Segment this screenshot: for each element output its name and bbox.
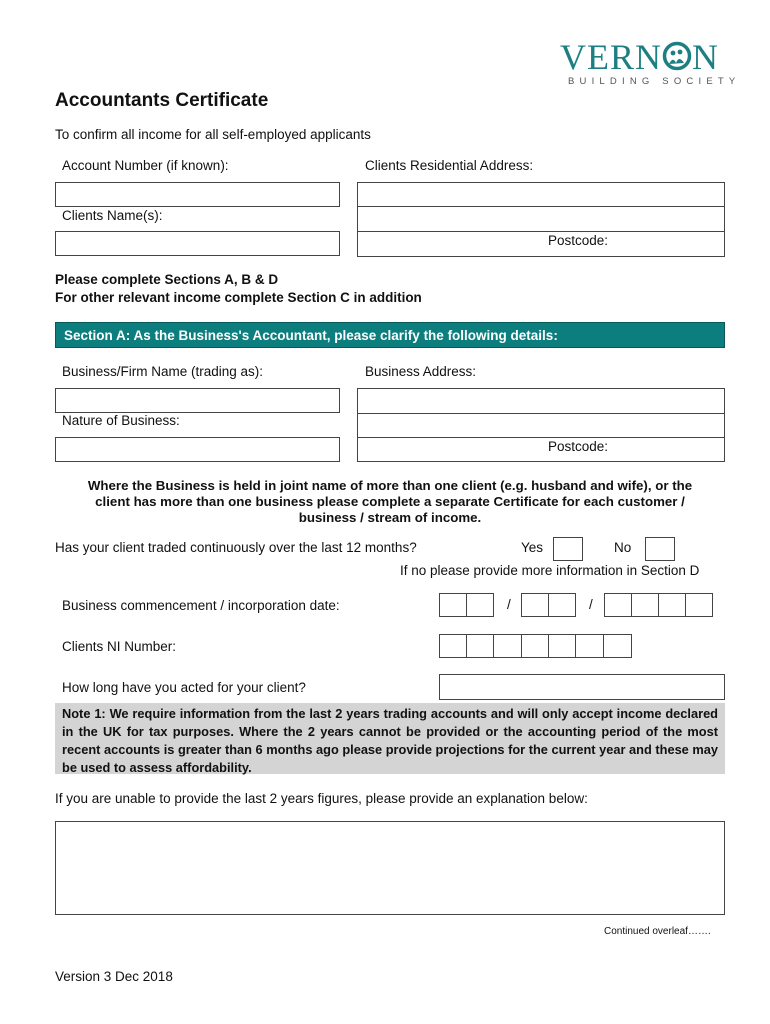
continued-overleaf: Continued overleaf……. <box>604 926 711 937</box>
logo-subtitle: BUILDING SOCIETY <box>568 76 741 87</box>
clients-names-field[interactable] <box>55 231 340 256</box>
logo-emblem-icon <box>662 38 692 80</box>
date-month-digit-2[interactable] <box>548 593 576 617</box>
instructions-line-1: Please complete Sections A, B & D <box>55 272 279 287</box>
date-separator-2: / <box>589 597 593 612</box>
acted-duration-field[interactable] <box>439 674 725 700</box>
joint-note-line-1: Where the Business is held in joint name of more than one client (e.g. husband and wife), or the <box>87 478 693 493</box>
date-separator-1: / <box>507 597 511 612</box>
ni-cell-3[interactable] <box>493 634 522 658</box>
no-label: No <box>614 540 632 555</box>
commencement-label: Business commencement / incorporation date: <box>62 598 340 613</box>
explanation-label: If you are unable to provide the last 2 years figures, please provide an explanation below: <box>55 791 588 806</box>
clients-address-line-1[interactable] <box>357 182 725 207</box>
acted-duration-label: How long have you acted for your client? <box>62 680 306 695</box>
section-a-header: Section A: As the Business's Accountant, please clarify the following details: <box>55 322 725 348</box>
ni-cell-6[interactable] <box>575 634 604 658</box>
business-address-line-1[interactable] <box>357 388 725 414</box>
explanation-textarea[interactable] <box>55 821 725 915</box>
business-address-line-3[interactable] <box>357 437 725 462</box>
ni-cell-5[interactable] <box>548 634 576 658</box>
ni-number-label: Clients NI Number: <box>62 639 177 654</box>
clients-address-line-2[interactable] <box>357 206 725 232</box>
joint-note-line-2: client has more than one business please complete a separate Certificate for each customer / <box>95 494 685 509</box>
version-text: Version 3 Dec 2018 <box>55 969 173 984</box>
business-name-field[interactable] <box>55 388 340 413</box>
date-year-digit-1[interactable] <box>604 593 632 617</box>
nature-of-business-label: Nature of Business: <box>62 413 180 428</box>
ni-cell-7[interactable] <box>603 634 632 658</box>
no-checkbox[interactable] <box>645 537 675 561</box>
date-year-digit-2[interactable] <box>631 593 659 617</box>
business-address-label: Business Address: <box>365 364 477 379</box>
business-postcode-label: Postcode: <box>548 439 609 454</box>
intro-text: To confirm all income for all self-employed applicants <box>55 127 371 142</box>
clients-address-line-3[interactable] <box>357 231 725 257</box>
clients-postcode-label: Postcode: <box>548 233 609 248</box>
logo-word-start: VERN <box>560 37 662 77</box>
clients-names-label: Clients Name(s): <box>62 208 163 223</box>
date-day-digit-1[interactable] <box>439 593 467 617</box>
logo-wordmark <box>560 36 719 80</box>
traded-question: Has your client traded continuously over the last 12 months? <box>55 540 417 555</box>
date-year-digit-3[interactable] <box>658 593 686 617</box>
note-1: Note 1: We require information from the last 2 years trading accounts and will only accept income declared in the UK for tax purposes. Where the 2 years cannot be provided or the accounting period of the most recent accounts is greater than 6 months ago please provide projections for the current year and these may be used to assess affordability. <box>55 703 725 774</box>
yes-label: Yes <box>521 540 544 555</box>
business-address-line-2[interactable] <box>357 413 725 438</box>
ni-cell-1[interactable] <box>439 634 467 658</box>
yes-checkbox[interactable] <box>553 537 583 561</box>
ni-cell-4[interactable] <box>521 634 549 658</box>
clients-address-label: Clients Residential Address: <box>365 158 534 173</box>
date-day-digit-2[interactable] <box>466 593 494 617</box>
logo-word-end: N <box>692 37 719 77</box>
joint-note-line-3: business / stream of income. <box>298 510 482 525</box>
date-month-digit-1[interactable] <box>521 593 549 617</box>
traded-followup: If no please provide more information in Section D <box>400 563 700 578</box>
page-title: Accountants Certificate <box>55 90 269 111</box>
date-year-digit-4[interactable] <box>685 593 713 617</box>
account-number-field[interactable] <box>55 182 340 207</box>
business-name-label: Business/Firm Name (trading as): <box>62 364 264 379</box>
account-number-label: Account Number (if known): <box>62 158 229 173</box>
instructions-line-2: For other relevant income complete Section C in addition <box>55 290 422 305</box>
ni-cell-2[interactable] <box>466 634 494 658</box>
nature-of-business-field[interactable] <box>55 437 340 462</box>
